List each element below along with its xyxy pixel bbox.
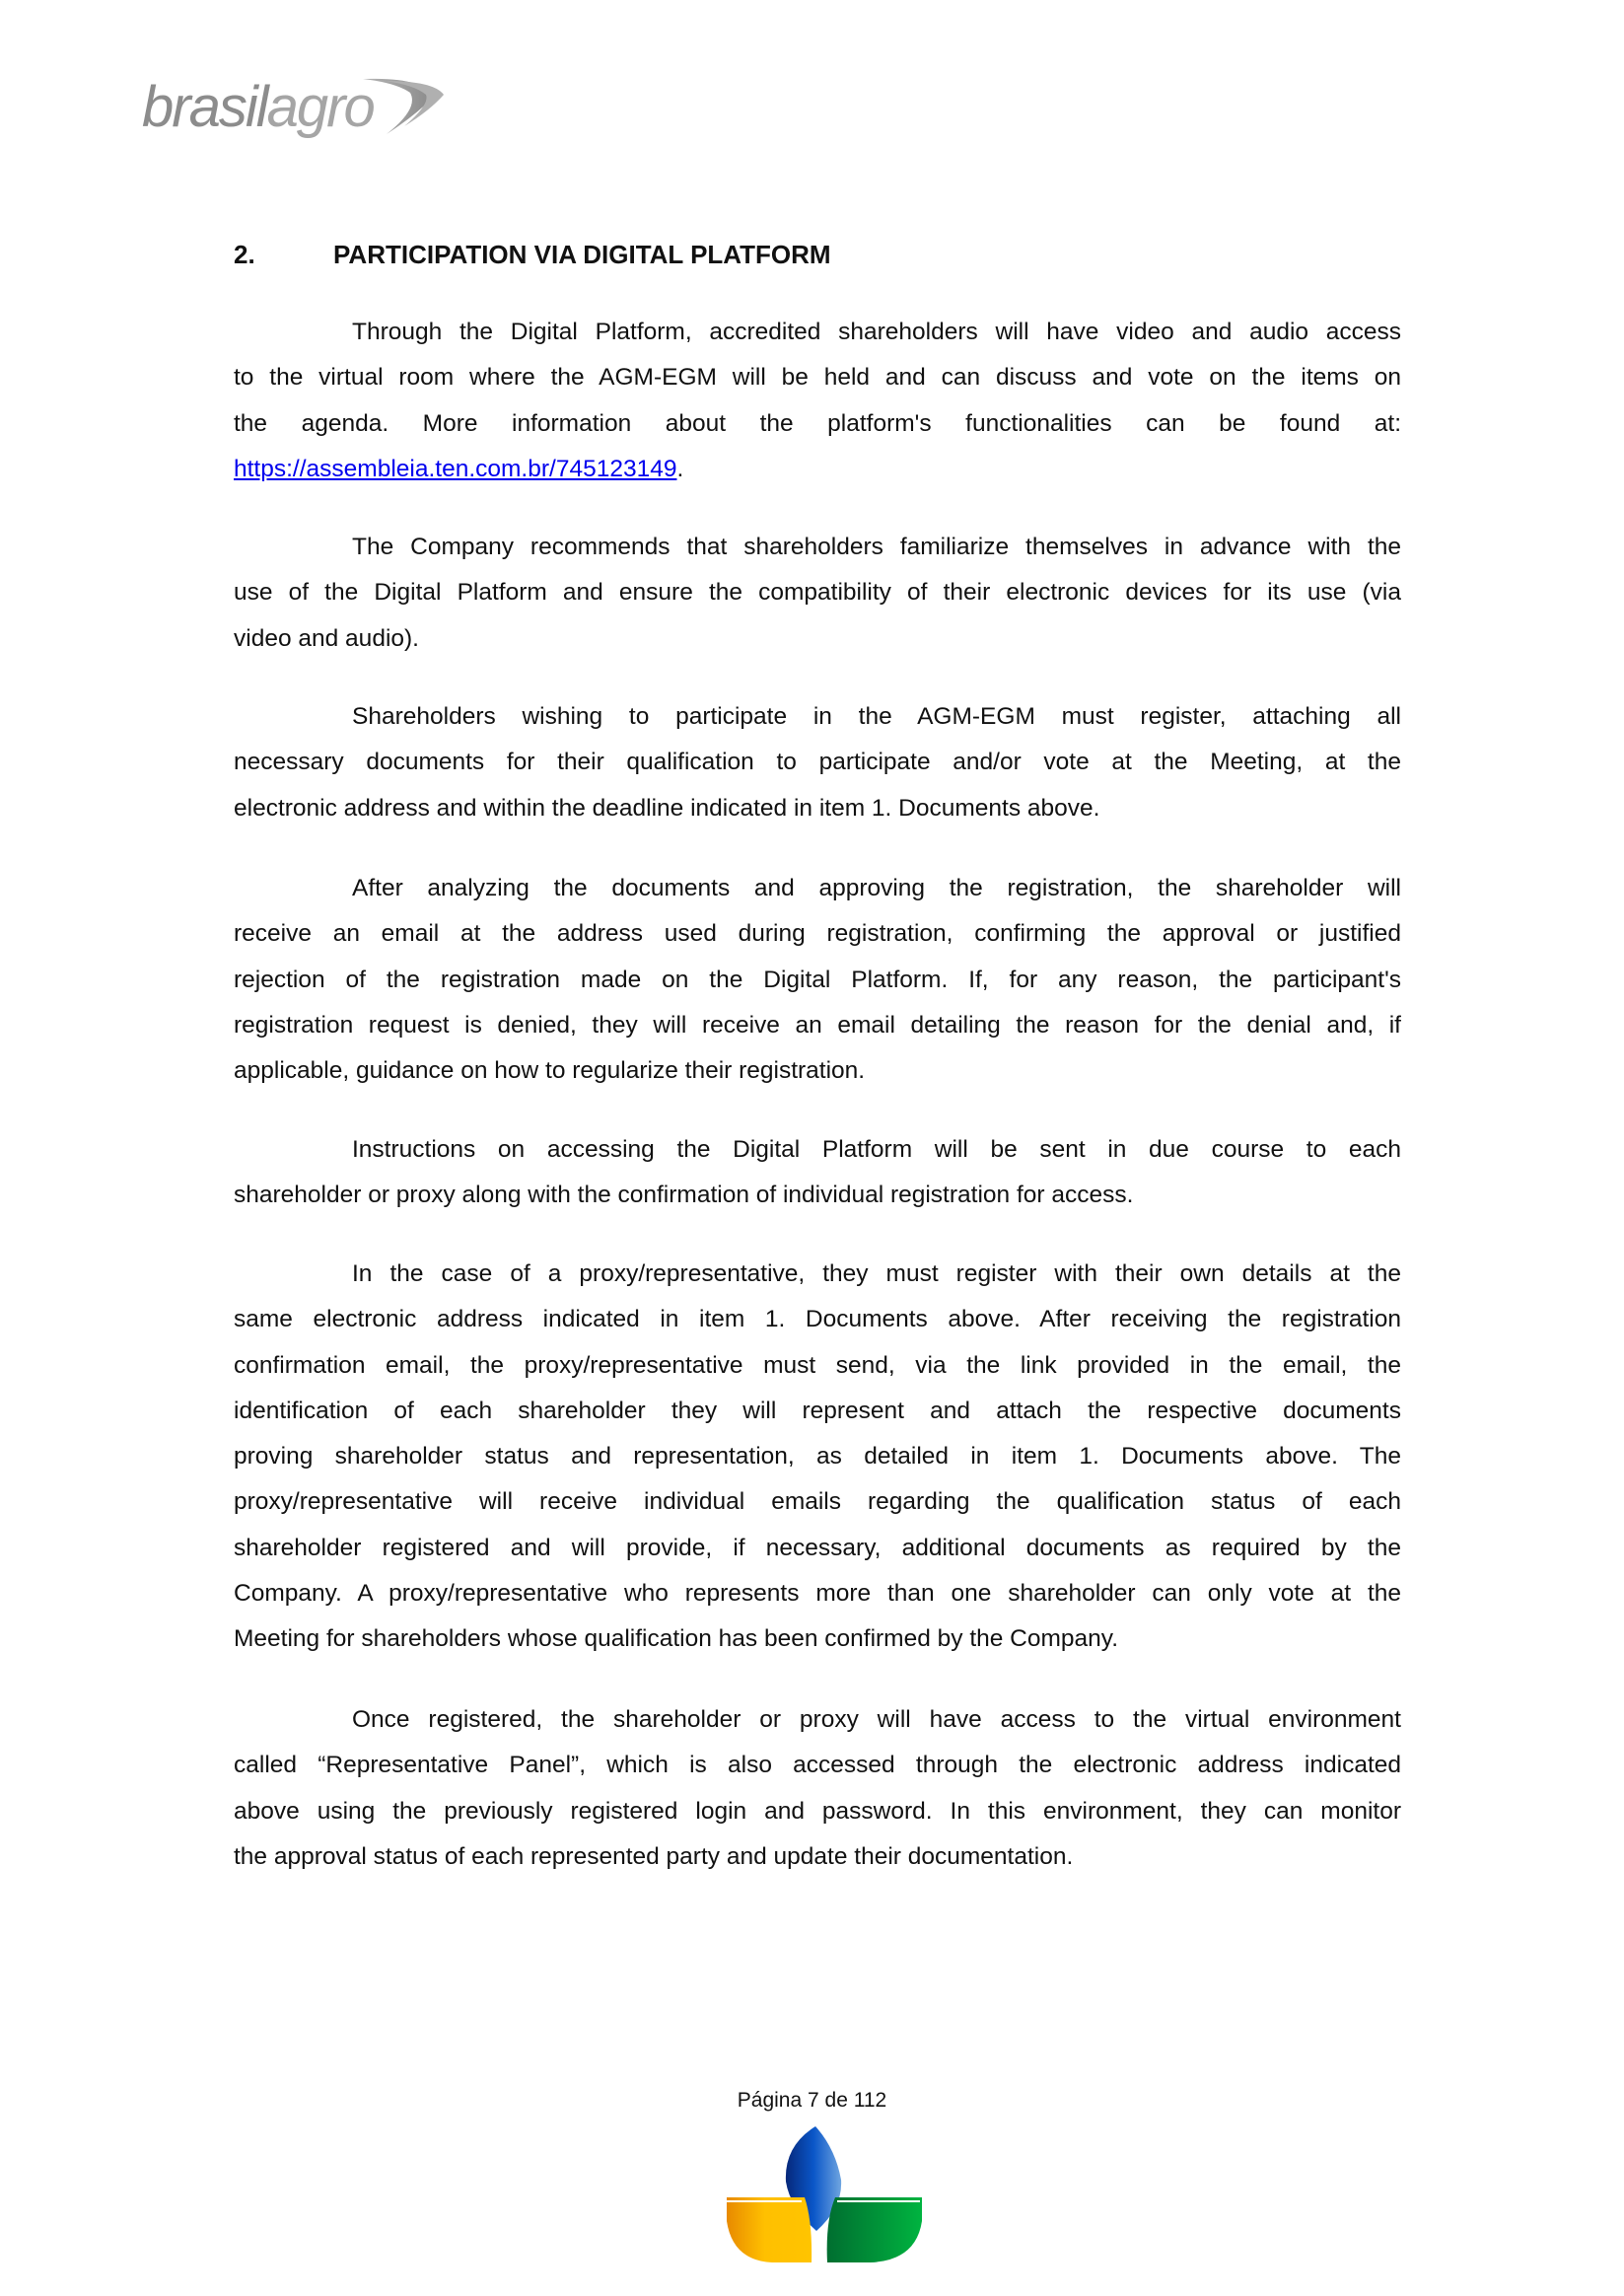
paragraph-line: same electronic address indicated in item 1. Documents above. After receiving the registration [234, 1306, 1401, 1333]
paragraph [234, 866, 1401, 1094]
paragraph-line: Meeting for shareholders whose qualification has been confirmed by the Company. [234, 1625, 1119, 1653]
paragraph-line: In the case of a proxy/representative, they must register with their own details at the [352, 1260, 1401, 1287]
paragraph-line: confirmation email, the proxy/representative must send, via the link provided in the email, the [234, 1351, 1401, 1379]
paragraph-line: proving shareholder status and representation, as detailed in item 1. Documents above. The [234, 1443, 1401, 1471]
paragraph [234, 525, 1401, 662]
section-title: PARTICIPATION VIA DIGITAL PLATFORM [333, 240, 831, 269]
paragraph-line: called “Representative Panel”, which is also accessed through the electronic address indicated [234, 1752, 1401, 1779]
svg-text:brasilagro: brasilagro [142, 75, 374, 139]
paragraph-line: Once registered, the shareholder or proxy will have access to the virtual environment [352, 1706, 1401, 1733]
paragraph-line: Shareholders wishing to participate in the AGM-EGM must register, attaching all [352, 703, 1401, 730]
brasilagro-logo [138, 69, 444, 153]
paragraph [234, 1697, 1401, 1880]
paragraph-line: receive an email at the address used during registration, confirming the approval or justified [234, 920, 1401, 948]
section-number: 2. [234, 240, 255, 269]
paragraph-line: the approval status of each represented party and update their documentation. [234, 1842, 1074, 1870]
paragraph-line: above using the previously registered login and password. In this environment, they can monitor [234, 1797, 1401, 1825]
paragraph-line: electronic address and within the deadline indicated in item 1. Documents above. [234, 794, 1100, 822]
paragraph-line: the agenda. More information about the platform's functionalities can be found at: [234, 409, 1401, 437]
paragraph-line: Company. A proxy/representative who represents more than one shareholder can only vote at the [234, 1580, 1401, 1608]
paragraph-line: video and audio). [234, 624, 419, 652]
paragraph [234, 310, 1401, 492]
paragraph-line [234, 447, 1401, 492]
paragraph-line: rejection of the registration made on the Digital Platform. If, for any reason, the participant's [234, 966, 1401, 993]
paragraph-line: After analyzing the documents and approving the registration, the shareholder will [352, 875, 1401, 901]
paragraph-line: The Company recommends that shareholders familiarize themselves in advance with the [352, 534, 1401, 560]
paragraph-line: shareholder registered and will provide, if necessary, additional documents as required by the [234, 1534, 1401, 1561]
paragraph-line: to the virtual room where the AGM-EGM will be held and can discuss and vote on the items on [234, 364, 1401, 392]
paragraph-line: Instructions on accessing the Digital Platform will be sent in due course to each [352, 1136, 1401, 1163]
page-number: Página 7 de 112 [737, 2089, 887, 2112]
paragraph-line: identification of each shareholder they will represent and attach the respective documents [234, 1397, 1401, 1424]
paragraph-line: Through the Digital Platform, accredited shareholders will have video and audio access [352, 319, 1401, 345]
paragraph-line: proxy/representative will receive individual emails regarding the qualification status of each [234, 1488, 1401, 1516]
paragraph-line: registration request is denied, they will receive an email detailing the reason for the denial and, if [234, 1011, 1401, 1039]
paragraph [234, 694, 1401, 831]
section-heading [234, 235, 831, 274]
paragraph-line: necessary documents for their qualification to participate and/or vote at the Meeting, at the [234, 749, 1401, 776]
paragraph [234, 1127, 1401, 1219]
paragraph-line: applicable, guidance on how to regularize their registration. [234, 1057, 866, 1085]
leaf-logo [723, 2122, 930, 2265]
link-suffix: . [676, 455, 684, 482]
paragraph-line: shareholder or proxy along with the confirmation of individual registration for access. [234, 1182, 1134, 1209]
platform-link[interactable]: https://assembleia.ten.com.br/745123149 [234, 455, 677, 482]
paragraph-line: use of the Digital Platform and ensure the compatibility of their electronic devices for its use (via [234, 579, 1401, 607]
paragraph [234, 1252, 1401, 1663]
